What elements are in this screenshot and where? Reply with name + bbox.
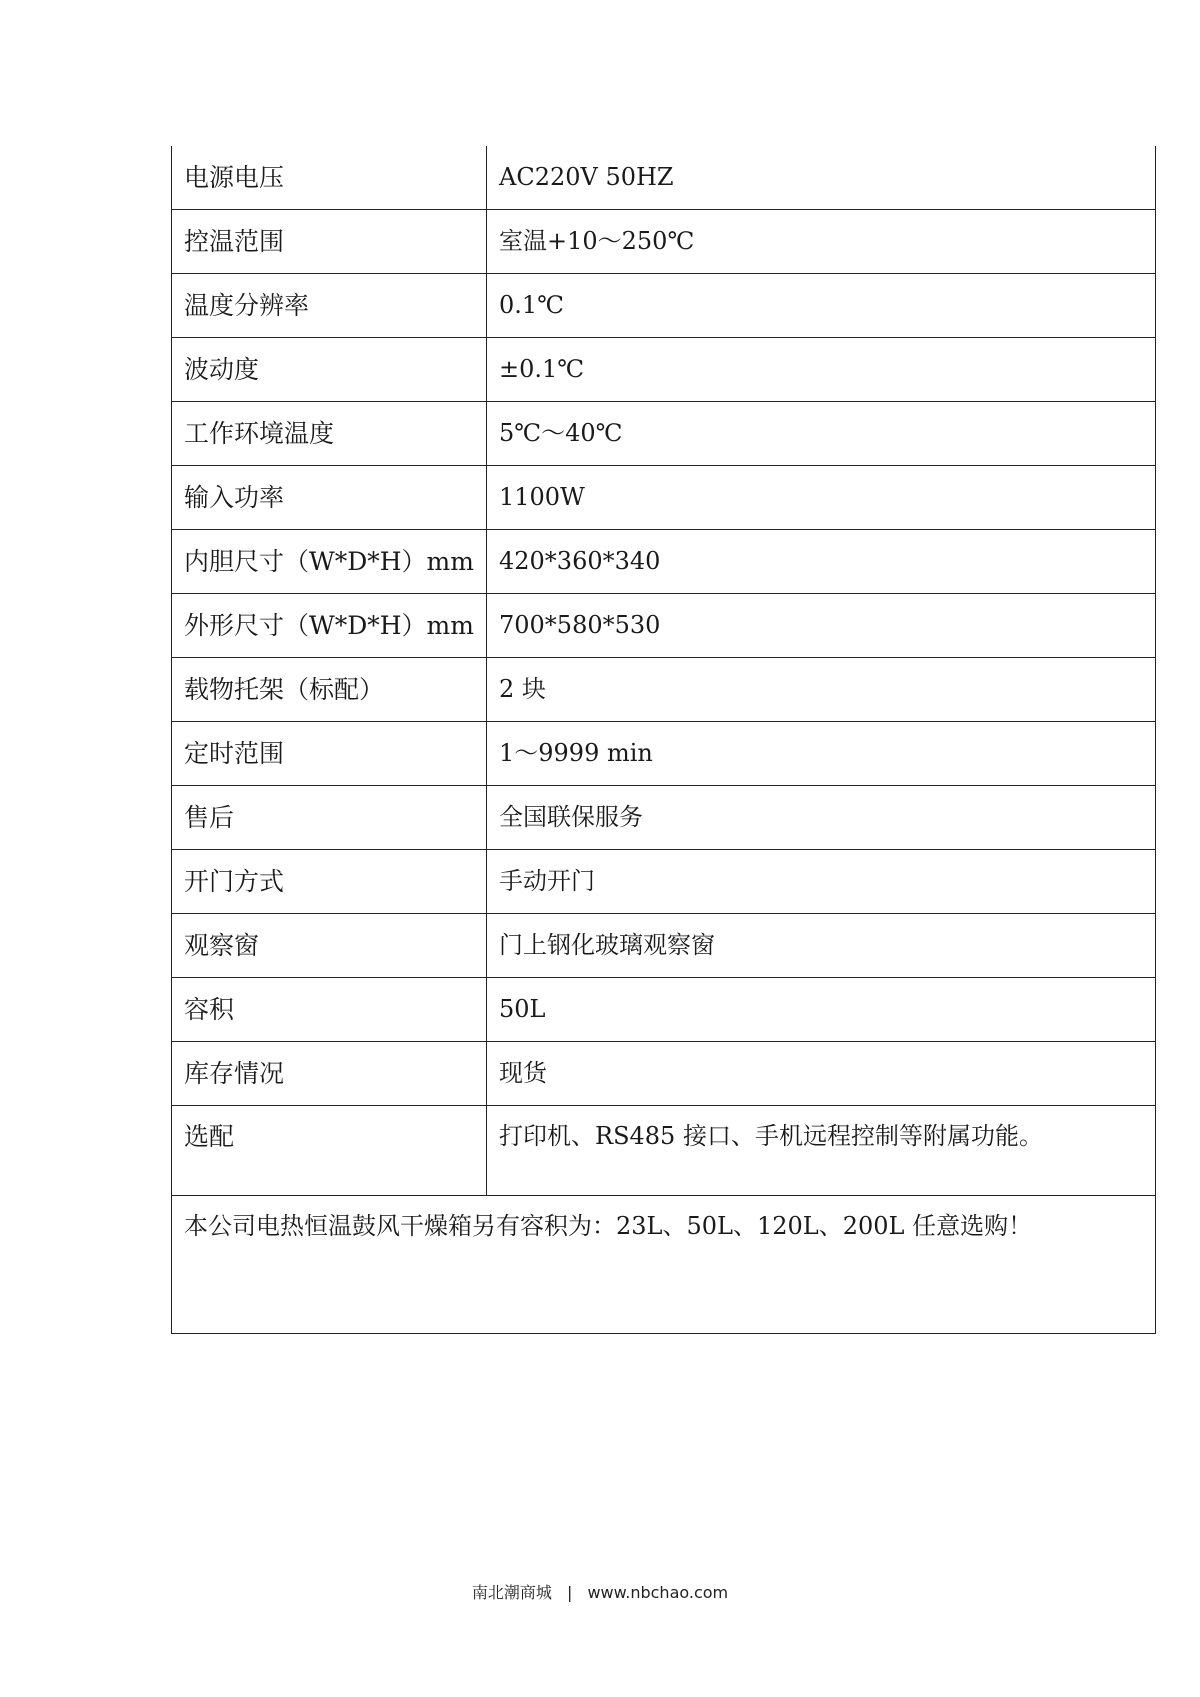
- spec-row: [172, 594, 1156, 658]
- note-row: [172, 1196, 1156, 1334]
- spec-value: 700*580*530: [487, 594, 1156, 658]
- spec-table: [171, 146, 1156, 1334]
- spec-label: 内胆尺寸（W*D*H）mm: [172, 530, 487, 594]
- spec-row: [172, 786, 1156, 850]
- footer-site-name: 南北潮商城: [471, 1583, 552, 1602]
- spec-row: [172, 1042, 1156, 1106]
- spec-value: 1100W: [487, 466, 1156, 530]
- note-text: 本公司电热恒温鼓风干燥箱另有容积为：23L、50L、120L、200L 任意选购！: [172, 1196, 1156, 1334]
- spec-row: [172, 274, 1156, 338]
- spec-row: [172, 338, 1156, 402]
- spec-table-body: [172, 146, 1156, 1334]
- spec-row: [172, 530, 1156, 594]
- spec-row: [172, 658, 1156, 722]
- spec-value: 1～9999 min: [487, 722, 1156, 786]
- spec-label: 温度分辨率: [172, 274, 487, 338]
- spec-value: 打印机、RS485 接口、手机远程控制等附属功能。: [487, 1106, 1156, 1196]
- spec-value: 0.1℃: [487, 274, 1156, 338]
- spec-label: 波动度: [172, 338, 487, 402]
- spec-value: 50L: [487, 978, 1156, 1042]
- spec-value: 全国联保服务: [487, 786, 1156, 850]
- spec-value: 室温+10～250℃: [487, 210, 1156, 274]
- spec-row: [172, 210, 1156, 274]
- spec-label: 输入功率: [172, 466, 487, 530]
- spec-value: 门上钢化玻璃观察窗: [487, 914, 1156, 978]
- spec-label: 外形尺寸（W*D*H）mm: [172, 594, 487, 658]
- spec-row: [172, 722, 1156, 786]
- spec-label: 定时范围: [172, 722, 487, 786]
- spec-row: [172, 466, 1156, 530]
- spec-value: 420*360*340: [487, 530, 1156, 594]
- spec-row: [172, 850, 1156, 914]
- spec-label: 容积: [172, 978, 487, 1042]
- footer-url[interactable]: www.nbchao.com: [587, 1583, 729, 1602]
- spec-label: 选配: [172, 1106, 487, 1196]
- page-footer: [0, 1580, 1200, 1603]
- spec-value: 5℃～40℃: [487, 402, 1156, 466]
- spec-row: [172, 402, 1156, 466]
- spec-value: 2 块: [487, 658, 1156, 722]
- spec-row: [172, 1106, 1156, 1196]
- spec-value: 手动开门: [487, 850, 1156, 914]
- spec-label: 载物托架（标配）: [172, 658, 487, 722]
- spec-row: [172, 978, 1156, 1042]
- spec-label: 电源电压: [172, 146, 487, 210]
- spec-label: 开门方式: [172, 850, 487, 914]
- spec-row: [172, 914, 1156, 978]
- spec-value: ±0.1℃: [487, 338, 1156, 402]
- spec-label: 工作环境温度: [172, 402, 487, 466]
- spec-label: 售后: [172, 786, 487, 850]
- spec-value: AC220V 50HZ: [487, 146, 1156, 210]
- spec-value: 现货: [487, 1042, 1156, 1106]
- spec-label: 控温范围: [172, 210, 487, 274]
- footer-separator: |: [566, 1583, 573, 1602]
- spec-label: 观察窗: [172, 914, 487, 978]
- spec-label: 库存情况: [172, 1042, 487, 1106]
- spec-row: [172, 146, 1156, 210]
